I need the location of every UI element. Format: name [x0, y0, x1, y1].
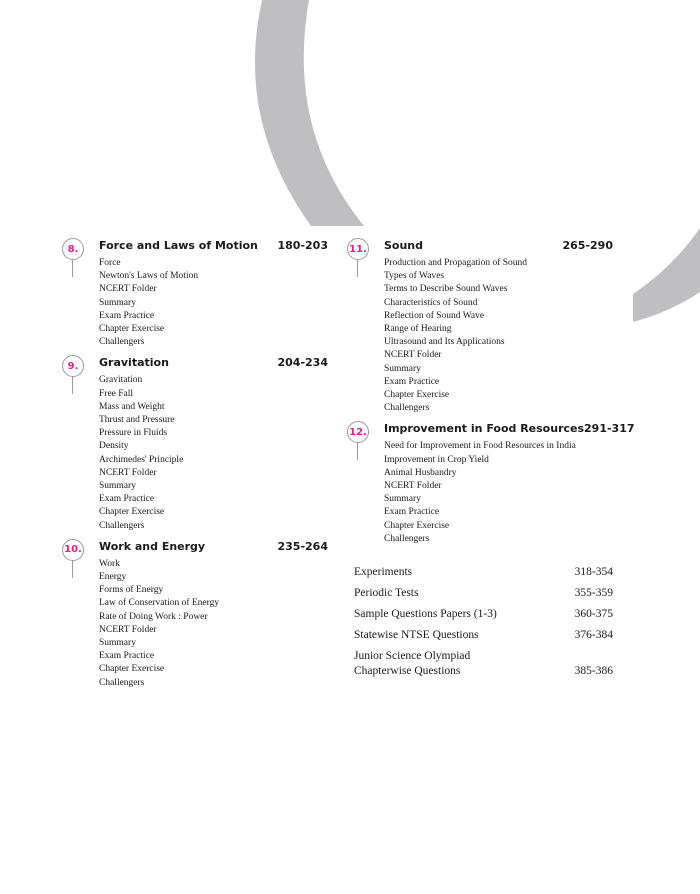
topic-item: Chapter Exercise	[384, 520, 450, 531]
topic-item: Density	[99, 441, 129, 452]
topic-item: Chapter Exercise	[99, 507, 165, 518]
topic-item: Newton's Laws of Motion	[99, 271, 199, 282]
topic-item: Challengers	[384, 403, 430, 414]
chapter-pages: 291-317	[584, 422, 635, 436]
back-matter-pages: 355-359	[574, 587, 613, 599]
back-matter-item	[354, 586, 613, 601]
topic-item: Chapter Exercise	[384, 390, 450, 401]
topic-item: NCERT Folder	[99, 624, 157, 635]
topic-item: Summary	[99, 297, 136, 308]
chapter-title: Force and Laws of Motion	[99, 239, 258, 252]
topic-item: Thrust and Pressure	[99, 415, 175, 426]
topic-item: Range of Hearing	[384, 324, 452, 335]
topic-item: Law of Conservation of Energy	[99, 598, 220, 609]
chapter-8	[62, 239, 328, 349]
chapter-number: 11.	[349, 243, 367, 255]
topic-item: Terms to Describe Sound Waves	[384, 284, 508, 295]
topic-item: Summary	[384, 363, 421, 374]
chapter-10	[62, 540, 328, 690]
topic-item: Challengers	[384, 533, 430, 544]
arc-band-right	[633, 228, 700, 322]
chapter-number-marker	[347, 238, 369, 292]
topic-item: Gravitation	[99, 375, 143, 386]
back-matter-item	[354, 628, 613, 643]
topic-list	[99, 257, 328, 349]
topic-item: Reflection of Sound Wave	[384, 310, 485, 321]
chapter-number-marker	[62, 539, 84, 593]
topic-list	[99, 558, 328, 690]
back-matter-item	[354, 607, 613, 622]
chapter-title: Improvement in Food Resources	[384, 422, 585, 436]
topic-item: Archimedes' Principle	[99, 454, 184, 465]
chapter-pages: 180-203	[277, 239, 328, 252]
topic-list	[384, 440, 613, 546]
topic-item: Work	[99, 558, 120, 569]
chapter-11	[347, 239, 613, 415]
topic-item: Forms of Energy	[99, 585, 164, 596]
back-matter-item	[354, 565, 613, 580]
topic-item: Force	[99, 258, 121, 268]
topic-list	[99, 374, 328, 532]
topic-item: Exam Practice	[384, 507, 440, 518]
chapter-number: 10.	[64, 544, 82, 556]
topic-item: Chapter Exercise	[99, 324, 165, 335]
topic-item: Summary	[384, 494, 421, 505]
back-matter-title: Sample Questions Papers (1-3)	[354, 608, 497, 620]
topic-item: Production and Propagation of Sound	[384, 258, 528, 268]
chapter-pages: 265-290	[562, 239, 613, 252]
topic-list	[384, 257, 613, 415]
toc-left-column	[62, 239, 328, 690]
chapter-pages: 235-264	[277, 539, 328, 553]
chapter-number-marker	[347, 421, 369, 475]
topic-item: NCERT Folder	[384, 350, 442, 361]
topic-item: Energy	[99, 572, 127, 583]
back-matter-title: Periodic Tests	[354, 587, 419, 599]
topic-item: Types of Waves	[384, 271, 445, 282]
chapter-number-marker	[62, 355, 84, 409]
back-matter-pages: 376-384	[574, 629, 613, 641]
chapter-pages: 204-234	[277, 356, 328, 370]
chapter-title: Sound	[384, 239, 424, 252]
chapter-number-marker	[62, 238, 84, 292]
topic-item: Characteristics of Sound	[384, 297, 478, 308]
topic-item: Challengers	[99, 520, 145, 531]
chapter-title: Gravitation	[99, 356, 169, 370]
back-matter-title: Experiments	[354, 566, 413, 578]
topic-item: Exam Practice	[99, 310, 155, 321]
topic-item: Mass and Weight	[99, 401, 165, 412]
chapter-9	[62, 356, 328, 532]
topic-item: Chapter Exercise	[99, 664, 165, 675]
topic-item: Challengers	[99, 677, 145, 688]
arc-band-top	[255, 0, 364, 226]
topic-item: Animal Husbandry	[384, 467, 457, 478]
back-matter-list	[354, 565, 613, 685]
topic-item: Ultrasound and Its Applications	[384, 337, 505, 348]
chapter-title: Work and Energy	[99, 539, 206, 553]
back-matter-pages: 360-375	[574, 608, 613, 620]
topic-item: NCERT Folder	[99, 467, 157, 478]
topic-item: NCERT Folder	[384, 481, 442, 492]
topic-item: Need for Improvement in Food Resources in India	[384, 441, 576, 452]
topic-item: Pressure in Fluids	[99, 428, 168, 439]
topic-item: Free Fall	[99, 388, 134, 399]
chapter-12	[347, 422, 635, 546]
back-matter-item	[354, 649, 613, 679]
topic-item: Challengers	[99, 337, 145, 348]
back-matter-pages: 385-386	[574, 665, 613, 677]
topic-item: NCERT Folder	[99, 284, 157, 295]
toc-right-column	[347, 239, 635, 546]
topic-item: Rate of Doing Work : Power	[99, 611, 208, 622]
chapter-number: 12.	[349, 426, 367, 438]
chapter-number: 8.	[67, 243, 79, 255]
topic-item: Improvement in Crop Yield	[384, 454, 489, 465]
topic-item: Exam Practice	[99, 651, 155, 662]
topic-item: Summary	[99, 638, 136, 649]
topic-item: Exam Practice	[99, 494, 155, 505]
chapter-number: 9.	[67, 360, 79, 372]
topic-item: Exam Practice	[384, 376, 440, 387]
topic-item: Summary	[99, 481, 136, 492]
back-matter-title: Statewise NTSE Questions	[354, 629, 479, 641]
back-matter-pages: 318-354	[574, 566, 613, 578]
back-matter-title: Junior Science Olympiad Chapterwise Questions	[354, 650, 471, 677]
